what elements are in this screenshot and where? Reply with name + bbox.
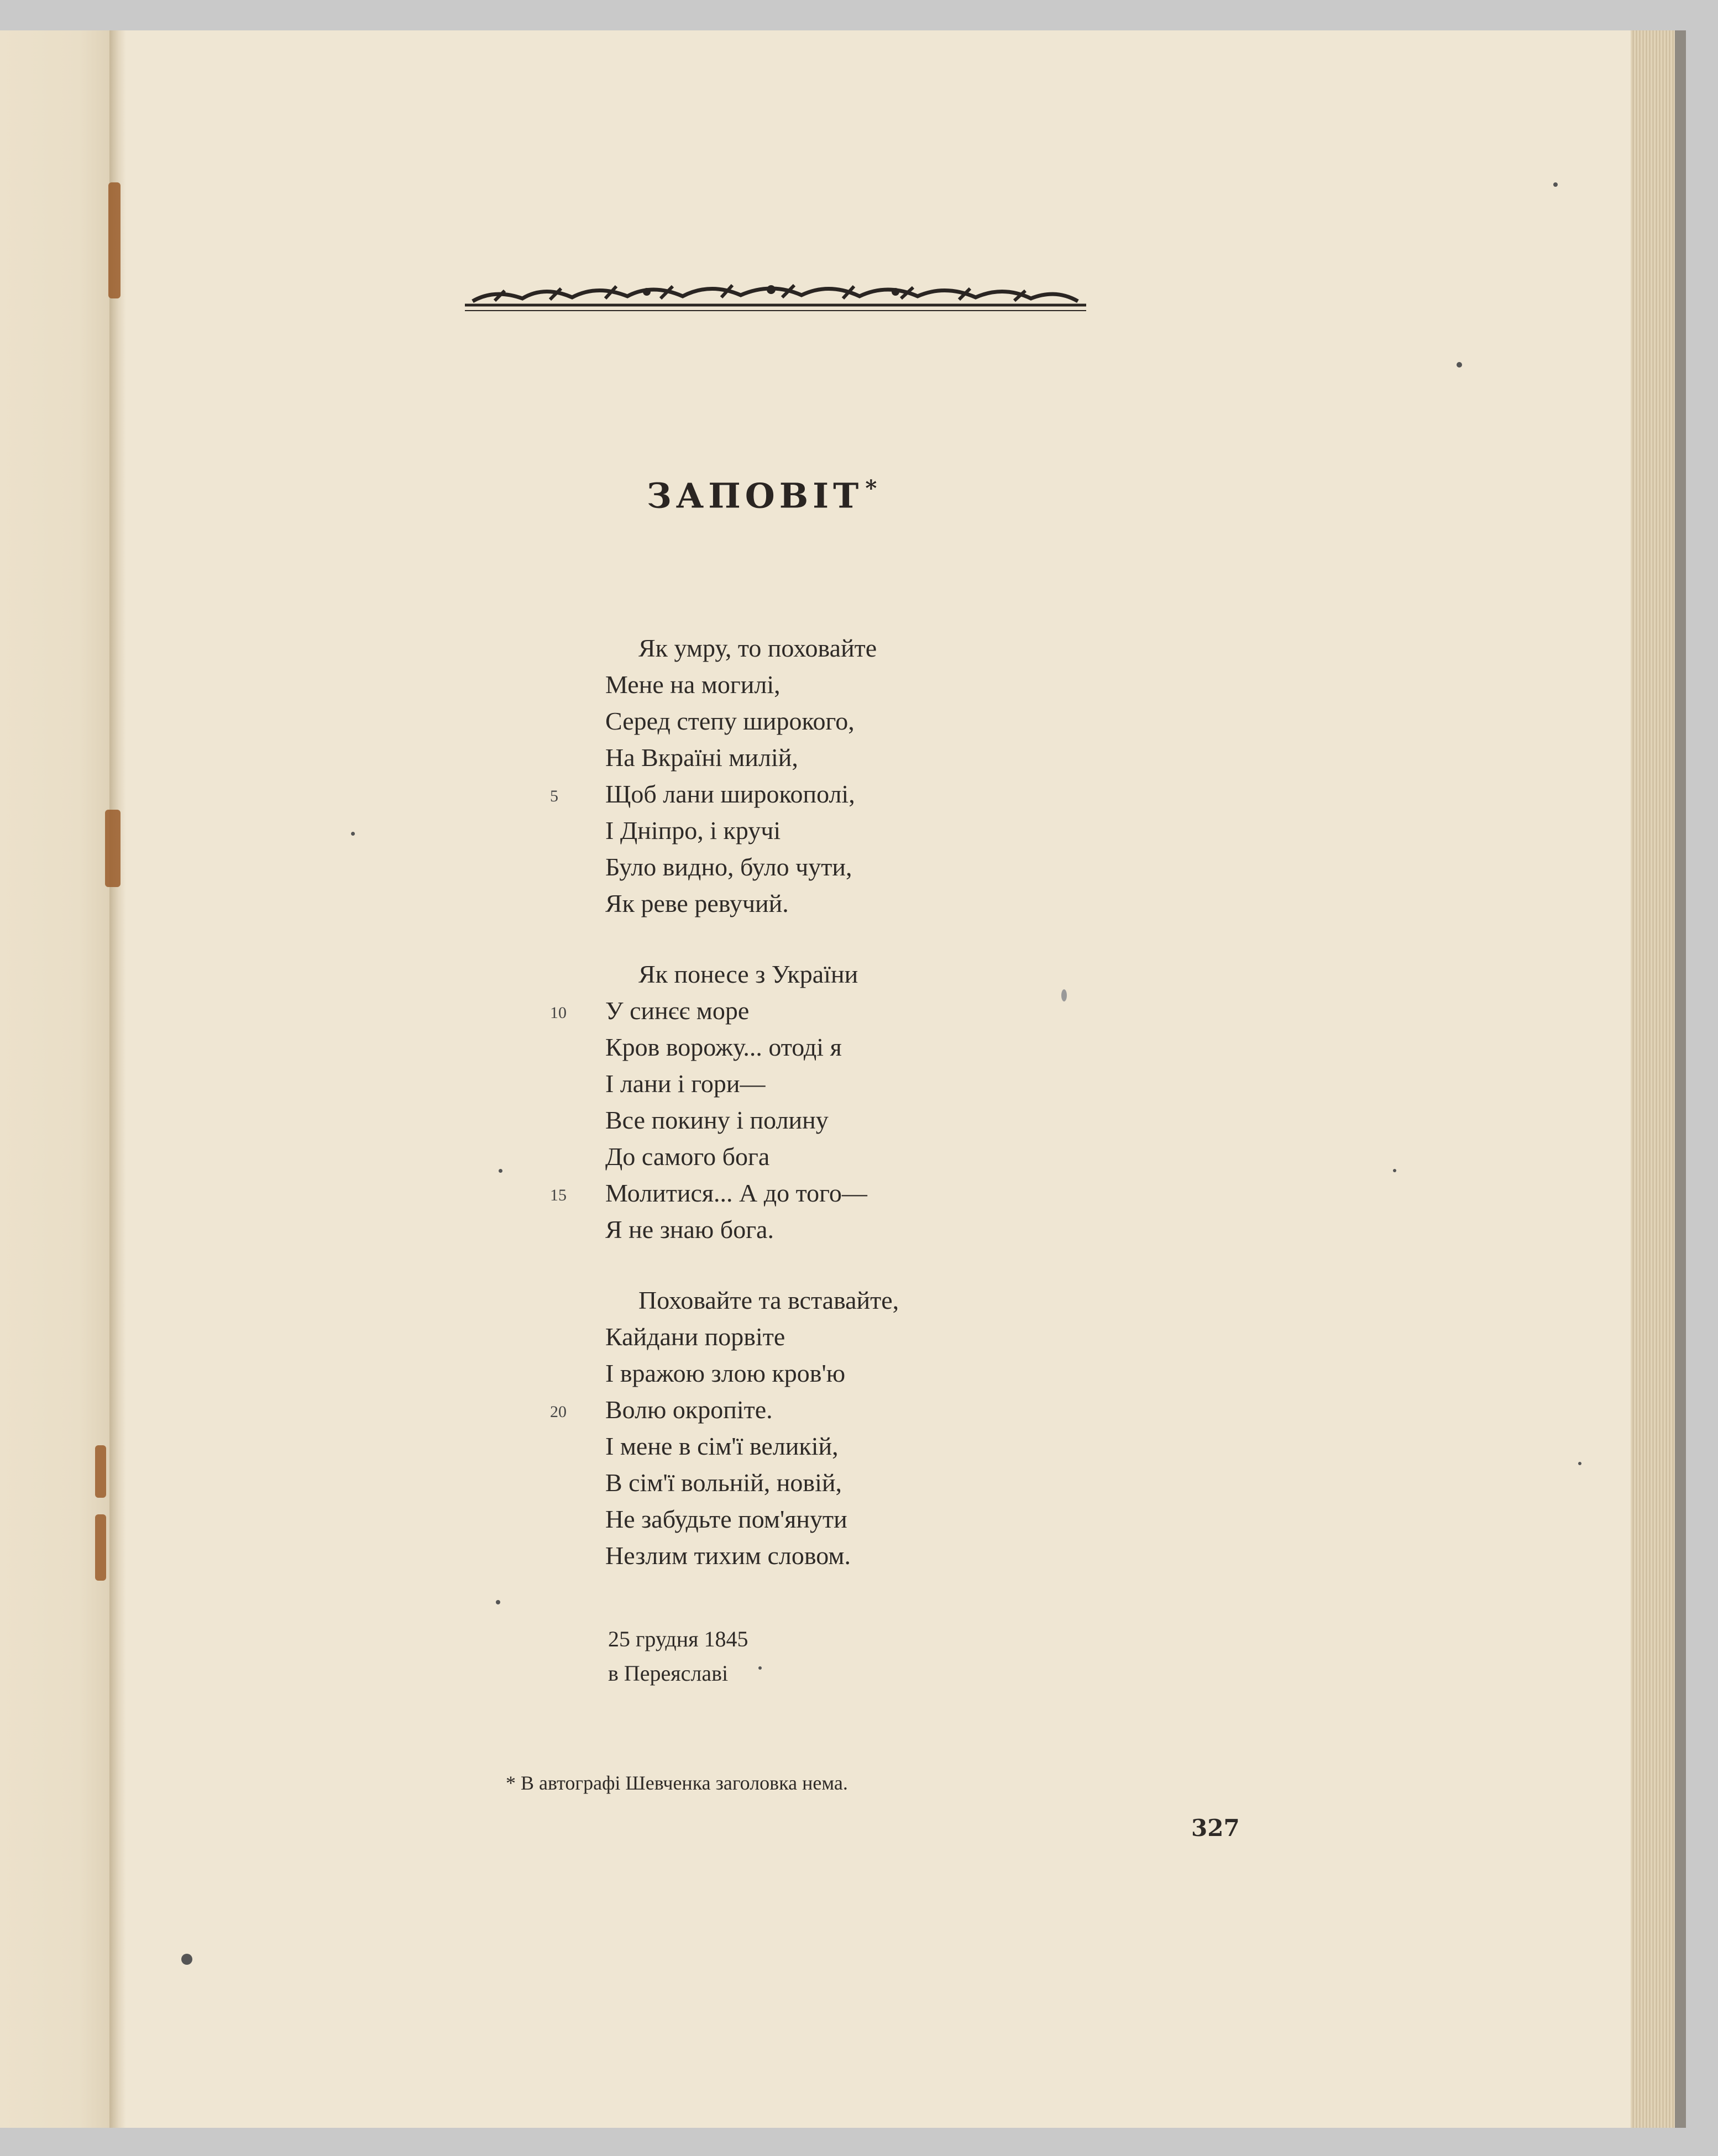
footnote: * В автографі Шевченка заголовка нема.: [506, 1772, 848, 1794]
book-gutter: [109, 30, 126, 2128]
poem-line-9: Як понесе з України: [638, 960, 858, 988]
poem-line-17: Поховайте та вставайте,: [638, 1286, 899, 1314]
poem-line-12: І лани і гори—: [605, 1069, 766, 1098]
paper-speck: [499, 1169, 502, 1173]
paper-speck: [758, 1666, 762, 1670]
left-page-edge: [0, 30, 113, 2128]
poem-line-11: Кров ворожу... отоді я: [605, 1033, 842, 1061]
book-scan: [0, 30, 1686, 2128]
poem-line-23: Не забудьте пом'янути: [605, 1505, 847, 1533]
rust-stain: [95, 1514, 106, 1581]
paper-speck: [181, 1954, 192, 1965]
poem-line-10: [550, 993, 899, 1029]
rust-stain: [105, 810, 121, 887]
poem-line-18: Кайдани порвіте: [605, 1323, 785, 1351]
line-number-15: 15: [550, 1186, 567, 1204]
poem-line-7: Було видно, було чути,: [605, 853, 852, 881]
paper-speck: [1457, 362, 1462, 368]
page-number: 327: [1191, 1814, 1240, 1842]
paper-speck: [496, 1600, 500, 1604]
dateline: [608, 1622, 748, 1691]
poem-body: [550, 630, 899, 1608]
paper-speck: [1061, 989, 1067, 1001]
date: 25 грудня 1845: [608, 1627, 748, 1651]
decorative-ornament: [462, 276, 1089, 315]
paper-speck: [1578, 1462, 1581, 1465]
poem-line-8: Як реве ревучий.: [605, 889, 789, 917]
poem-line-20-text: Волю окропіте.: [605, 1396, 773, 1424]
poem-line-3: Серед степу широкого,: [605, 707, 855, 735]
poem-line-15-text: Молитися... А до того—: [605, 1179, 867, 1207]
line-number-10: 10: [550, 1004, 567, 1022]
paper-speck: [1393, 1169, 1396, 1172]
poem-line-21: І мене в сім'ї великій,: [605, 1432, 839, 1460]
stanza-3: [550, 1282, 899, 1574]
poem-line-19: І вражою злою кров'ю: [605, 1359, 846, 1387]
poem-line-14: До самого бога: [605, 1142, 770, 1171]
rust-stain: [95, 1445, 106, 1498]
poem-title: ЗАПОВІТ *: [647, 475, 877, 516]
poem-line-5: [550, 776, 899, 812]
poem-line-22: В сім'ї вольній, новій,: [605, 1468, 842, 1497]
stanza-2: [550, 956, 899, 1248]
line-number-5: 5: [550, 787, 558, 805]
paper-speck: [351, 832, 355, 836]
poem-line-6: І Дніпро, і кручі: [605, 816, 781, 844]
stanza-1: [550, 630, 899, 922]
poem-line-13: Все покину і полину: [605, 1106, 829, 1134]
poem-line-10-text: У синєє море: [605, 996, 750, 1025]
scan-border: [1675, 30, 1686, 2128]
poem-line-15: [550, 1175, 899, 1211]
poem-line-20: [550, 1392, 899, 1428]
place: в Переяславі: [608, 1661, 729, 1686]
poem-line-2: Мене на могилі,: [605, 670, 781, 699]
line-number-20: 20: [550, 1403, 567, 1421]
poem-line-5-text: Щоб лани широкополі,: [605, 780, 855, 808]
poem-line-1: Як умру, то поховайте: [638, 634, 877, 662]
poem-line-4: На Вкраїні милій,: [605, 743, 798, 772]
rust-stain: [108, 182, 121, 298]
poem-line-24: Незлим тихим словом.: [605, 1541, 851, 1570]
poem-line-16: Я не знаю бога.: [605, 1215, 774, 1244]
paper-speck: [1553, 182, 1558, 187]
